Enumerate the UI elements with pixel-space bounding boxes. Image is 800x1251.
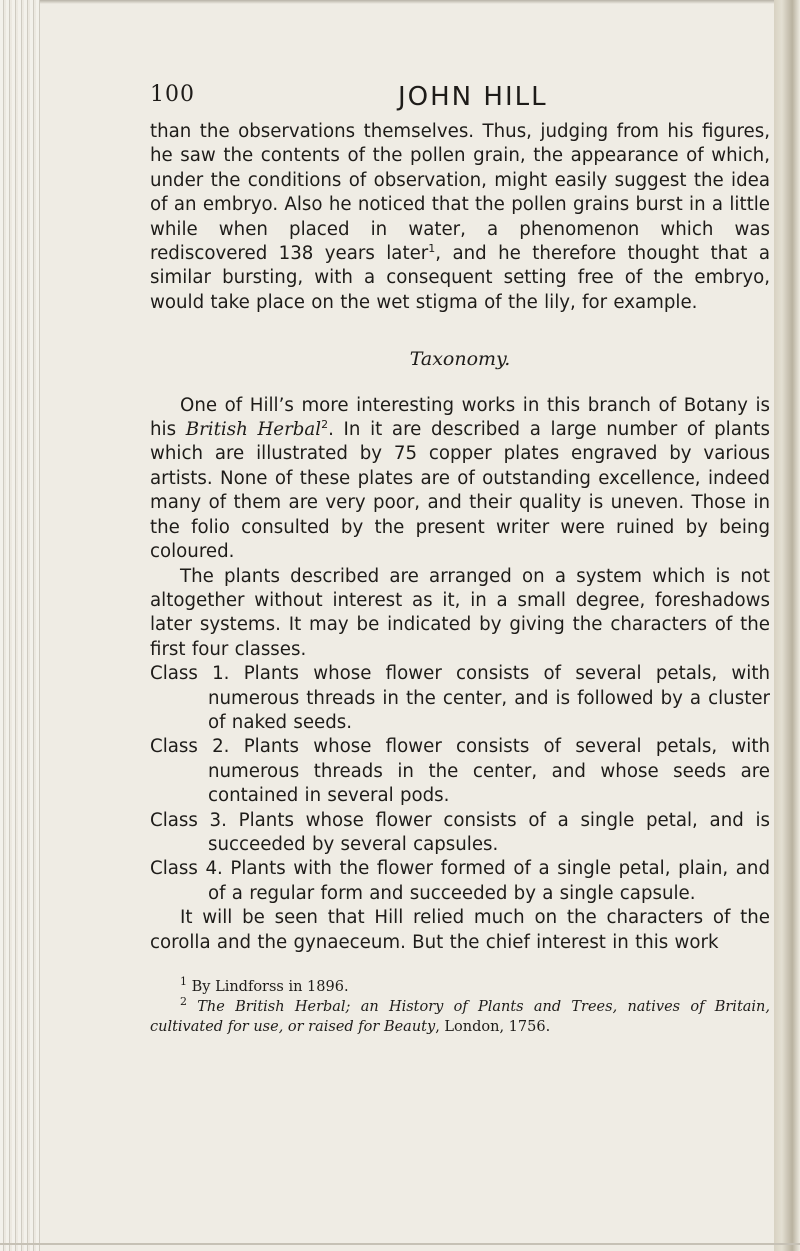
footnotes: [150, 977, 770, 1037]
page-number: 100: [150, 82, 195, 107]
class-item-1: Class 1. Plants whose flower consists of several petals, with numerous threads in the center, and is followed by a cluster of naked seeds.: [150, 663, 770, 733]
section-heading-taxonomy: Taxonomy.: [409, 348, 511, 371]
page-bottom-edge: [0, 1243, 800, 1245]
class-item-3: Class 3. Plants whose flower consists of a single petal, and is succeeded by several capsules.: [150, 809, 771, 855]
paragraph-pollen: than the observations themselves. Thus, judging from his figures, he saw the contents of the pollen grain, the appearance of which, under the conditions of observation, might easily suggest the idea of an embryo. Also he noticed that the pollen grains burst in a little while when placed in water, a phenomenon which was rediscovered 138 years later$^1$, and he therefore thought that a similar bursting, with a consequent setting free of the embryo, would take place on the wet stigma of the lily, for example.: [150, 121, 770, 313]
book-page-edge-right: [774, 0, 800, 1251]
paragraph-system: The plants described are arranged on a system which is not altogether without interest as it, in a small degree, foreshadows later systems. It may be indicated by giving the characters of the first four classes.: [150, 565, 770, 660]
footnote-1: $^1$ By Lindforss in 1896.: [180, 975, 349, 995]
paragraph-british-herbal: One of Hill’s more interesting works in this branch of Botany is his British Herbal$^2$. In it are described a large number of plants which are illustrated by 75 copper plates engraved by various artists. None of these plates are of outstanding excellence, indeed many of them are very poor, and their quality is uneven. Those in the folio consulted by the present writer were ruined by being coloured.: [150, 394, 771, 563]
footnote-ref-1: 1: [428, 241, 436, 255]
running-title: JOHN HILL: [398, 82, 548, 112]
running-head: [150, 80, 770, 120]
book-title-british-herbal: British Herbal: [185, 419, 322, 441]
book-page-edge-left: [0, 0, 40, 1251]
class-item-2: Class 2. Plants whose flower consists of several petals, with numerous threads in the center, and whose seeds are contained in several pods.: [150, 736, 770, 807]
body-text: [150, 120, 770, 955]
footnote-ref-2: 2: [321, 418, 329, 431]
page-top-shadow: [40, 0, 774, 4]
footnote-2: $^2$ The British Herbal; an History of Plants and Trees, natives of Britain, cultivated for use, or raised for Beauty, London, 1756.: [150, 995, 770, 1035]
paragraph-conclusion: It will be seen that Hill relied much on the characters of the corolla and the gynaeceum. But the chief interest in this work: [150, 907, 770, 953]
class-item-4: Class 4. Plants with the flower formed of a single petal, plain, and of a regular form and succeeded by a single capsule.: [150, 858, 770, 904]
page-content: [150, 80, 770, 1037]
